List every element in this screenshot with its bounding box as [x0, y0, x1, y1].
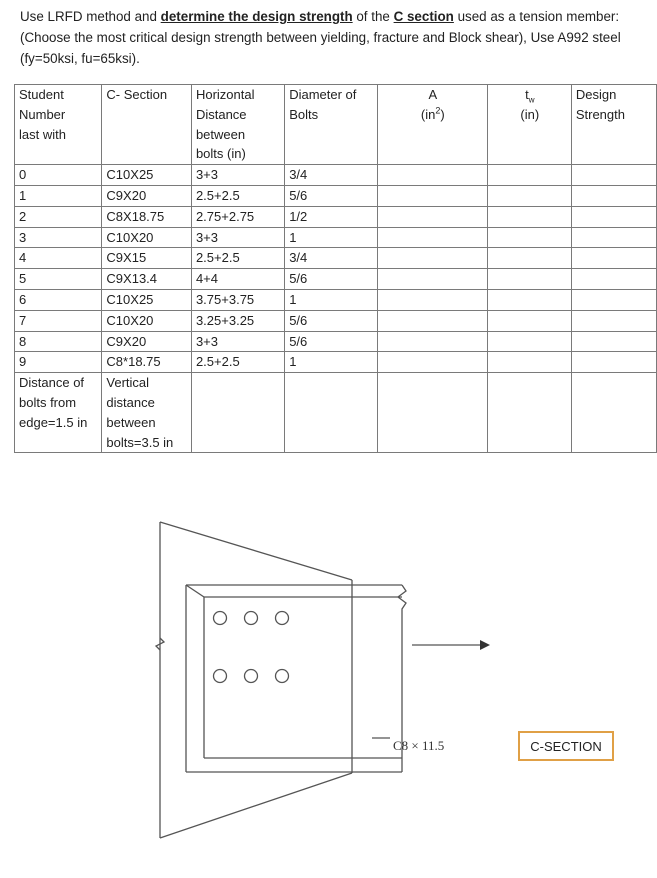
assignment-table	[14, 84, 657, 453]
cell-area[interactable]	[377, 289, 487, 310]
cell-tw[interactable]	[487, 310, 571, 331]
header-area-unit	[382, 105, 484, 125]
header-text: last with	[19, 126, 66, 142]
header-tw-symbol	[492, 85, 568, 105]
header-text: (in)	[520, 106, 540, 122]
bolt-hole	[276, 612, 289, 625]
unit-close: )	[440, 106, 445, 122]
tw-t: t	[525, 87, 529, 102]
problem-emphasis-design-strength: determine the design strength	[160, 9, 353, 24]
cell-diameter: 1/2	[285, 206, 378, 227]
tw-sub: w	[528, 95, 535, 105]
cell-tw[interactable]	[487, 269, 571, 290]
table-row	[15, 185, 657, 206]
cell-area[interactable]	[377, 227, 487, 248]
cell-number: 2	[15, 206, 102, 227]
table-row	[15, 310, 657, 331]
header-text: Design	[575, 87, 617, 102]
cell-area[interactable]	[377, 331, 487, 352]
unit-open: (in	[420, 106, 436, 122]
cell-tw[interactable]	[487, 352, 571, 373]
cell-section: C8X18.75	[102, 206, 192, 227]
section-designation-label: C8 × 11.5	[393, 738, 445, 753]
header-text: Strength	[575, 106, 625, 122]
cell-distance: 2.75+2.75	[191, 206, 284, 227]
cell-area[interactable]	[377, 185, 487, 206]
header-text: Bolts	[289, 106, 319, 122]
header-text: Diameter of	[289, 87, 357, 102]
cell-section: C9X13.4	[102, 269, 192, 290]
cell-tw[interactable]	[487, 248, 571, 269]
cell-diameter: 1	[285, 289, 378, 310]
cell-design-strength[interactable]	[571, 165, 656, 186]
header-design-strength	[571, 85, 656, 165]
cell-area[interactable]	[377, 310, 487, 331]
header-c-section	[102, 85, 192, 165]
footer-text: Distance of	[19, 375, 85, 391]
cell-design-strength[interactable]	[571, 206, 656, 227]
cell-number: 6	[15, 289, 102, 310]
cell-tw[interactable]	[487, 185, 571, 206]
cell-distance: 3+3	[191, 227, 284, 248]
footer-text: between	[106, 414, 156, 430]
problem-mid: of the	[352, 9, 394, 24]
header-text: bolts (in)	[195, 146, 246, 162]
cell-diameter: 3/4	[285, 165, 378, 186]
problem-statement	[20, 6, 640, 69]
cell-distance: 3.75+3.75	[191, 289, 284, 310]
cell-section: C10X25	[102, 165, 192, 186]
footer-text: distance	[106, 394, 155, 410]
cell-diameter: 3/4	[285, 248, 378, 269]
unit-sup: 2	[435, 105, 441, 116]
cell-distance: 2.5+2.5	[191, 352, 284, 373]
problem-intro: Use LRFD method and	[20, 9, 161, 24]
cell-tw[interactable]	[487, 331, 571, 352]
header-text: Number	[19, 106, 66, 122]
table-row	[15, 331, 657, 352]
cell-diameter: 1	[285, 352, 378, 373]
footer-text: Vertical	[106, 375, 150, 391]
connection-drawing	[140, 510, 510, 850]
table-row	[15, 248, 657, 269]
header-text: between	[195, 126, 246, 142]
cell-design-strength[interactable]	[571, 227, 656, 248]
cell-design-strength[interactable]	[571, 185, 656, 206]
cell-diameter: 5/6	[285, 185, 378, 206]
cell-tw[interactable]	[487, 289, 571, 310]
footer-text: bolts from	[19, 394, 77, 410]
footer-text: bolts=3.5 in	[106, 434, 174, 450]
footer-empty	[487, 373, 571, 453]
cell-section: C10X20	[102, 227, 192, 248]
bolt-hole	[276, 670, 289, 683]
header-diameter	[285, 85, 378, 165]
cell-area[interactable]	[377, 269, 487, 290]
cell-number: 3	[15, 227, 102, 248]
footer-edge-distance	[15, 373, 102, 453]
problem-emphasis-c-section: C section	[393, 9, 454, 24]
cell-number: 8	[15, 331, 102, 352]
table-row	[15, 289, 657, 310]
cell-distance: 3+3	[191, 331, 284, 352]
footer-empty	[571, 373, 656, 453]
header-text: Distance	[195, 106, 247, 122]
cell-design-strength[interactable]	[571, 248, 656, 269]
cell-distance: 3+3	[191, 165, 284, 186]
gusset-plate-bottom-edge	[160, 773, 352, 838]
bolt-hole	[245, 670, 258, 683]
table-row	[15, 269, 657, 290]
problem-rest: used as a tension member: (Choose the most critical design strength between yielding, fracture and Block shear), Use A992 steel (fy=50ksi, fu=65ksi).	[20, 9, 621, 66]
cell-design-strength[interactable]	[571, 352, 656, 373]
cell-tw[interactable]	[487, 165, 571, 186]
footer-empty	[377, 373, 487, 453]
cell-number: 9	[15, 352, 102, 373]
tension-force-arrow-icon	[480, 640, 490, 650]
table-row	[15, 227, 657, 248]
header-row	[15, 85, 657, 165]
footer-empty	[191, 373, 284, 453]
header-text: Student	[19, 87, 64, 102]
cell-diameter: 1	[285, 227, 378, 248]
table-row	[15, 206, 657, 227]
cell-design-strength[interactable]	[571, 331, 656, 352]
bolt-hole	[214, 670, 227, 683]
footer-text: edge=1.5 in	[19, 414, 88, 430]
cell-diameter: 5/6	[285, 310, 378, 331]
cell-design-strength[interactable]	[571, 289, 656, 310]
cell-distance: 2.5+2.5	[191, 185, 284, 206]
header-web-thickness	[487, 85, 571, 165]
cell-diameter: 5/6	[285, 331, 378, 352]
cell-design-strength[interactable]	[571, 310, 656, 331]
header-text: Horizontal	[195, 87, 255, 102]
cell-number: 1	[15, 185, 102, 206]
cell-number: 5	[15, 269, 102, 290]
cell-area[interactable]	[377, 352, 487, 373]
cell-area[interactable]	[377, 206, 487, 227]
cell-number: 7	[15, 310, 102, 331]
cell-section: C9X20	[102, 185, 192, 206]
c-section-label-box: C-SECTION	[518, 731, 614, 761]
cell-tw[interactable]	[487, 227, 571, 248]
table-row	[15, 352, 657, 373]
cell-distance: 3.25+3.25	[191, 310, 284, 331]
cell-section: C9X15	[102, 248, 192, 269]
cell-design-strength[interactable]	[571, 269, 656, 290]
footer-row	[15, 373, 657, 453]
cell-number: 0	[15, 165, 102, 186]
cell-section: C8*18.75	[102, 352, 192, 373]
cell-area[interactable]	[377, 248, 487, 269]
bolt-hole	[214, 612, 227, 625]
footer-empty	[285, 373, 378, 453]
footer-vertical-distance	[102, 373, 192, 453]
cell-distance: 4+4	[191, 269, 284, 290]
header-area	[377, 85, 487, 165]
header-horizontal-distance	[191, 85, 284, 165]
header-text: C- Section	[106, 87, 168, 102]
cell-area[interactable]	[377, 165, 487, 186]
header-text: A	[428, 87, 438, 102]
cell-section: C10X25	[102, 289, 192, 310]
bolt-hole	[245, 612, 258, 625]
gusset-plate-top-edge	[160, 522, 352, 580]
header-student-number	[15, 85, 102, 165]
channel-flange-toe-top	[186, 585, 204, 597]
cell-tw[interactable]	[487, 206, 571, 227]
cell-number: 4	[15, 248, 102, 269]
cell-section: C10X20	[102, 310, 192, 331]
cell-distance: 2.5+2.5	[191, 248, 284, 269]
cell-section: C9X20	[102, 331, 192, 352]
cell-diameter: 5/6	[285, 269, 378, 290]
table-row	[15, 165, 657, 186]
